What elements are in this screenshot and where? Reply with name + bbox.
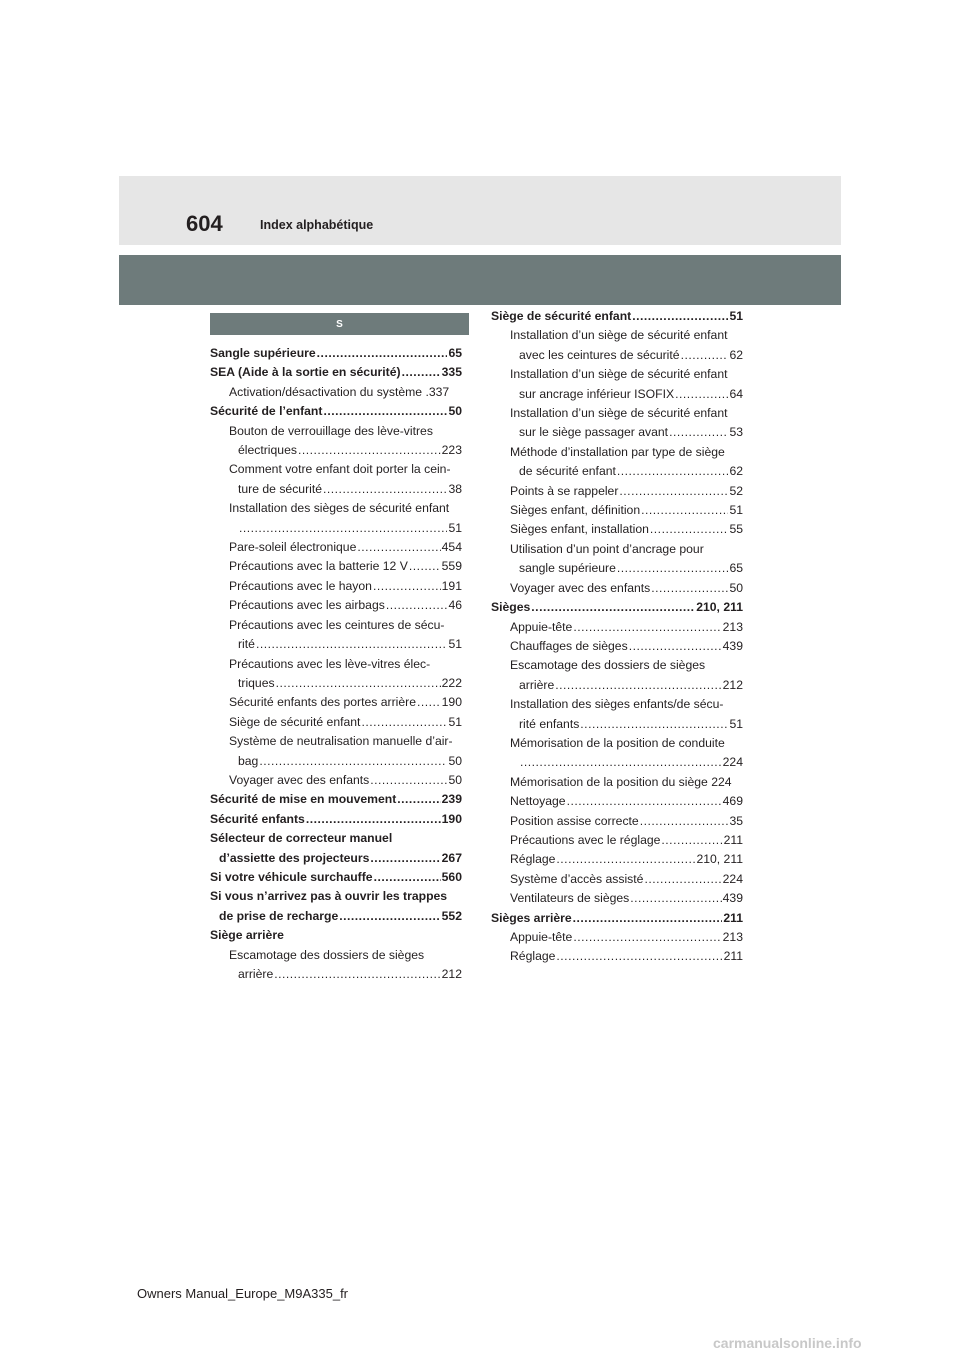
- index-entry: [210, 946, 462, 965]
- index-entry: [491, 695, 743, 714]
- index-entry-page[interactable]: 35: [729, 813, 743, 828]
- index-entry-text: Points à se rappeler: [510, 483, 619, 498]
- index-entry-page[interactable]: 53: [729, 425, 743, 440]
- index-entry-page[interactable]: 211: [723, 832, 743, 847]
- leader-dots: [323, 480, 447, 499]
- index-entry: [210, 596, 462, 615]
- index-entry-text: Sièges enfant, définition: [510, 503, 641, 518]
- index-entry: [210, 499, 462, 518]
- leader-dots: [397, 790, 440, 809]
- index-entry-text: Position assise correcte: [510, 813, 639, 828]
- leader-dots: [556, 947, 722, 966]
- index-entry: [491, 385, 743, 404]
- index-entry: [491, 637, 743, 656]
- index-entry: [491, 579, 743, 598]
- index-entry-text: de sécurité enfant: [519, 464, 616, 479]
- leader-dots: [617, 559, 729, 578]
- index-entry: [210, 926, 462, 945]
- index-entry: [491, 443, 743, 462]
- index-entry-page[interactable]: 38: [448, 481, 462, 496]
- index-entry-text: Précautions avec la batterie 12 V: [229, 559, 408, 574]
- leader-dots: [650, 520, 729, 539]
- index-entry-text: Chauffages de sièges: [510, 638, 628, 653]
- index-entry-page[interactable]: 50: [448, 772, 462, 787]
- index-entry: [491, 618, 743, 637]
- leader-dots: [370, 771, 447, 790]
- index-entry-page[interactable]: 65: [729, 561, 743, 576]
- index-entry-text: Pare-soleil électronique: [229, 540, 357, 555]
- index-entry-page[interactable]: 65: [448, 346, 462, 360]
- index-entry-page[interactable]: 52: [729, 483, 743, 498]
- index-letter: S: [336, 318, 343, 330]
- header-band: [119, 176, 841, 245]
- index-entry-page[interactable]: 552: [441, 908, 462, 923]
- index-entry-page[interactable]: 191: [441, 578, 462, 593]
- leader-dots: [644, 870, 721, 889]
- index-entry: [491, 773, 743, 792]
- index-entry: [210, 655, 462, 674]
- index-entry-page[interactable]: 50: [448, 753, 462, 768]
- index-entry-text: Installation d’un siège de sécurité enfant: [510, 367, 728, 382]
- index-entry-text: Mémorisation de la position de conduite: [510, 735, 725, 750]
- section-band: [119, 255, 841, 305]
- index-entry-page[interactable]: 213: [722, 619, 743, 634]
- index-entry-text: Sièges enfant, installation: [510, 522, 649, 537]
- index-entry-page[interactable]: 64: [729, 386, 743, 401]
- index-entry-text: Si votre véhicule surchauffe: [210, 869, 373, 884]
- index-entry-text: Siège de sécurité enfant: [491, 309, 632, 323]
- index-entry-page[interactable]: 224: [722, 755, 743, 770]
- index-entry: [210, 849, 462, 868]
- index-entry-page[interactable]: 51: [448, 637, 462, 652]
- index-entry-text: Installation d’un siège de sécurité enfant: [510, 406, 728, 421]
- index-entry-page[interactable]: 51: [729, 503, 743, 518]
- index-entry: [210, 674, 462, 693]
- index-entry-text: SEA (Aide à la sortie en sécurité): [210, 365, 401, 380]
- index-entry: [491, 346, 743, 365]
- index-entry-text: sur ancrage inférieur ISOFIX: [519, 386, 675, 401]
- index-entry: [210, 635, 462, 654]
- leader-dots: [402, 363, 441, 382]
- leader-dots: [274, 965, 440, 984]
- index-entry-text: Comment votre enfant doit porter la cein-: [229, 462, 451, 477]
- index-entry: [210, 460, 462, 479]
- index-entry: [491, 365, 743, 384]
- leader-dots: [573, 909, 723, 928]
- index-entry: [210, 752, 462, 771]
- index-entry-page[interactable]: 211: [723, 910, 743, 925]
- index-entry: [491, 947, 743, 966]
- leader-dots: [531, 598, 695, 617]
- index-entry: [210, 577, 462, 596]
- index-entry: [210, 829, 462, 848]
- index-entry-text: Voyager avec des enfants: [510, 580, 651, 595]
- index-entry-page[interactable]: 50: [448, 404, 462, 419]
- index-entry-text: Utilisation d’un point d’ancrage pour: [510, 541, 704, 556]
- footer-manual-id: Owners Manual_Europe_M9A335_fr: [137, 1286, 349, 1301]
- index-entry: [210, 965, 462, 984]
- index-entry-text: Précautions avec le hayon: [229, 578, 372, 593]
- index-entry-text: Installation d’un siège de sécurité enfant: [510, 328, 728, 343]
- index-entry-page[interactable]: 212: [722, 677, 743, 692]
- index-entry-text: Méthode d’installation par type de siège: [510, 444, 725, 459]
- index-entry: [491, 559, 743, 578]
- index-entry-text: Sélecteur de correcteur manuel: [210, 831, 393, 846]
- index-entry-page[interactable]: 439: [722, 891, 743, 906]
- index-entry-page[interactable]: 190: [441, 811, 462, 826]
- leader-dots: [619, 482, 728, 501]
- index-entry: [210, 344, 462, 363]
- index-entry-text: Si vous n’arrivez pas à ouvrir les trappes: [210, 889, 448, 904]
- leader-dots: [306, 810, 441, 829]
- index-entry: [210, 771, 462, 790]
- index-entry-text: rité enfants: [519, 716, 580, 731]
- leader-dots: [370, 849, 440, 868]
- index-entry: [210, 422, 462, 441]
- index-entry: [210, 693, 462, 712]
- index-entry: [210, 441, 462, 460]
- leader-dots: [640, 812, 729, 831]
- index-entry-text: Sièges arrière: [491, 910, 572, 925]
- index-entry-text: Sécurité enfants: [210, 811, 305, 826]
- index-entry: [491, 928, 743, 947]
- index-entry-text: Activation/désactivation du système .337: [229, 384, 450, 399]
- index-entry-text: sangle supérieure: [519, 561, 616, 576]
- leader-dots: [629, 637, 722, 656]
- leader-dots: [256, 635, 448, 654]
- index-entry: [491, 850, 743, 869]
- index-entry-text: avec les ceintures de sécurité: [519, 347, 680, 362]
- leader-dots: [556, 850, 695, 869]
- index-letter-heading: [210, 313, 469, 335]
- index-entry-page[interactable]: 51: [729, 309, 743, 323]
- index-entry-page[interactable]: 239: [441, 792, 462, 807]
- index-entry-text: Escamotage des dossiers de sièges: [229, 947, 425, 962]
- index-entry-text: Réglage: [510, 949, 556, 964]
- index-entry-page[interactable]: 51: [448, 714, 462, 729]
- index-entry: [491, 889, 743, 908]
- leader-dots: [259, 752, 447, 771]
- index-entry: [491, 482, 743, 501]
- leader-dots: [661, 831, 722, 850]
- index-entry-text: Précautions avec les ceintures de sécu-: [229, 617, 445, 632]
- leader-dots: [386, 596, 448, 615]
- leader-dots: [520, 753, 722, 772]
- index-entry-page[interactable]: 46: [448, 598, 462, 613]
- index-entry: [210, 363, 462, 382]
- index-entry-text: Sécurité de mise en mouvement: [210, 792, 397, 807]
- index-entry-text: Sécurité enfants des portes arrière: [229, 695, 416, 710]
- index-entry: [210, 887, 462, 906]
- index-column-right: [491, 307, 743, 967]
- index-entry-page[interactable]: 267: [441, 850, 462, 865]
- index-entry: [210, 480, 462, 499]
- index-entry: [210, 538, 462, 557]
- index-entry: [210, 383, 462, 402]
- index-entry: [210, 713, 462, 732]
- leader-dots: [323, 402, 447, 421]
- index-entry-text: Voyager avec des enfants: [229, 772, 370, 787]
- index-entry: [491, 831, 743, 850]
- index-entry-page[interactable]: 50: [729, 580, 743, 595]
- index-entry-page[interactable]: 222: [441, 675, 462, 690]
- leader-dots: [298, 441, 441, 460]
- index-entry-text: Ventilateurs de sièges: [510, 891, 630, 906]
- watermark: carmanualsonline.info: [713, 1335, 862, 1351]
- index-entry: [491, 326, 743, 345]
- index-entry: [491, 715, 743, 734]
- leader-dots: [669, 423, 728, 442]
- index-entry: [210, 810, 462, 829]
- index-entry-text: Appuie-tête: [510, 930, 573, 944]
- index-entry-page[interactable]: 212: [441, 967, 462, 981]
- index-entry-text: triques: [238, 675, 275, 690]
- index-entry: [210, 557, 462, 576]
- index-entry: [210, 868, 462, 887]
- index-entry-text: Mémorisation de la position du siège 224: [510, 774, 732, 789]
- index-entry-text: Sangle supérieure: [210, 346, 316, 360]
- leader-dots: [374, 868, 441, 887]
- index-entry-text: de prise de recharge: [219, 908, 339, 923]
- index-entry-page[interactable]: 51: [448, 520, 462, 535]
- index-entry-page[interactable]: 55: [729, 522, 743, 537]
- index-entry: [210, 907, 462, 926]
- index-entry-page[interactable]: 559: [441, 559, 462, 574]
- leader-dots: [651, 579, 728, 598]
- index-entry: [491, 812, 743, 831]
- index-entry-text: rité: [238, 637, 255, 652]
- page-number: 604: [186, 211, 223, 236]
- index-entry: [210, 732, 462, 751]
- leader-dots: [630, 889, 721, 908]
- index-entry: [491, 540, 743, 559]
- index-entry: [210, 519, 462, 538]
- leader-dots: [617, 462, 729, 481]
- index-entry-text: Nettoyage: [510, 794, 566, 809]
- index-entry-text: Bouton de verrouillage des lève-vitres: [229, 423, 433, 438]
- index-entry-text: Installation des sièges enfants/de sécu-: [510, 697, 724, 712]
- leader-dots: [580, 715, 728, 734]
- index-entry-text: Siège arrière: [210, 928, 284, 943]
- index-entry-page[interactable]: 210, 211: [696, 852, 743, 867]
- index-entry-page[interactable]: 223: [441, 443, 462, 458]
- index-entry: [491, 792, 743, 811]
- index-entry-text: Appuie-tête: [510, 619, 573, 634]
- index-entry: [491, 307, 743, 326]
- index-entry-page[interactable]: 560: [441, 869, 462, 884]
- index-entry: [491, 753, 743, 772]
- leader-dots: [567, 792, 722, 811]
- index-entry: [491, 501, 743, 520]
- leader-dots: [555, 676, 721, 695]
- index-entry-text: Escamotage des dossiers de sièges: [510, 658, 706, 673]
- index-entry: [210, 402, 462, 421]
- index-entry-text: Précautions avec les lève-vitres élec-: [229, 656, 431, 671]
- leader-dots: [675, 385, 728, 404]
- index-entry-page[interactable]: 62: [729, 347, 743, 362]
- index-entry-page[interactable]: 335: [441, 365, 462, 380]
- index-entry-page[interactable]: 51: [729, 716, 743, 731]
- index-entry: [491, 676, 743, 695]
- index-entry-text: arrière: [519, 677, 555, 692]
- index-entry: [210, 616, 462, 635]
- index-entry: [491, 734, 743, 753]
- leader-dots: [417, 693, 441, 712]
- index-entry-text: Installation des sièges de sécurité enfant: [229, 501, 450, 516]
- leader-dots: [573, 618, 721, 637]
- index-entry-text: sur le siège passager avant: [519, 425, 669, 440]
- index-entry-text: bag: [238, 753, 259, 768]
- index-entry-text: électriques: [238, 443, 297, 458]
- index-entry-text: Réglage: [510, 852, 556, 867]
- leader-dots: [361, 713, 447, 732]
- index-entry: [491, 598, 743, 617]
- index-entry-page[interactable]: 190: [441, 695, 462, 710]
- index-entry-text: Sécurité de l’enfant: [210, 404, 323, 419]
- leader-dots: [632, 307, 728, 326]
- index-entry: [491, 404, 743, 423]
- leader-dots: [276, 674, 441, 693]
- index-entry-text: Siège de sécurité enfant: [229, 714, 361, 729]
- leader-dots: [239, 519, 447, 538]
- index-entry: [491, 423, 743, 442]
- index-entry: [210, 790, 462, 809]
- index-entry: [491, 462, 743, 481]
- leader-dots: [317, 344, 448, 363]
- index-entry-page[interactable]: 439: [722, 638, 743, 653]
- index-entry-page[interactable]: 211: [723, 949, 743, 964]
- leader-dots: [357, 538, 440, 557]
- index-entry-text: Précautions avec les airbags: [229, 598, 385, 613]
- index-entry-page[interactable]: 213: [722, 930, 743, 944]
- leader-dots: [339, 907, 440, 926]
- index-entry-page[interactable]: 469: [722, 794, 743, 809]
- leader-dots: [641, 501, 728, 520]
- index-entry-text: arrière: [238, 967, 274, 981]
- index-entry-page[interactable]: 224: [722, 871, 743, 886]
- index-column-left: [210, 344, 462, 984]
- index-entry: [491, 520, 743, 539]
- index-entry-text: Précautions avec le réglage: [510, 832, 661, 847]
- index-entry-text: d’assiette des projecteurs: [219, 850, 370, 865]
- index-entry-text: Sièges: [491, 600, 531, 615]
- index-entry-text: ture de sécurité: [238, 481, 323, 496]
- index-entry: [491, 909, 743, 928]
- index-entry: [491, 656, 743, 675]
- index-entry-page[interactable]: 454: [441, 540, 462, 555]
- index-entry-text: Système d’accès assisté: [510, 871, 644, 886]
- leader-dots: [681, 346, 729, 365]
- leader-dots: [409, 557, 441, 576]
- leader-dots: [373, 577, 441, 596]
- index-entry-page[interactable]: 62: [729, 464, 743, 479]
- index-entry-text: Système de neutralisation manuelle d’air-: [229, 734, 453, 749]
- leader-dots: [573, 928, 721, 947]
- section-title: Index alphabétique: [260, 218, 374, 232]
- index-entry-page[interactable]: 210, 211: [696, 600, 743, 615]
- index-entry: [491, 870, 743, 889]
